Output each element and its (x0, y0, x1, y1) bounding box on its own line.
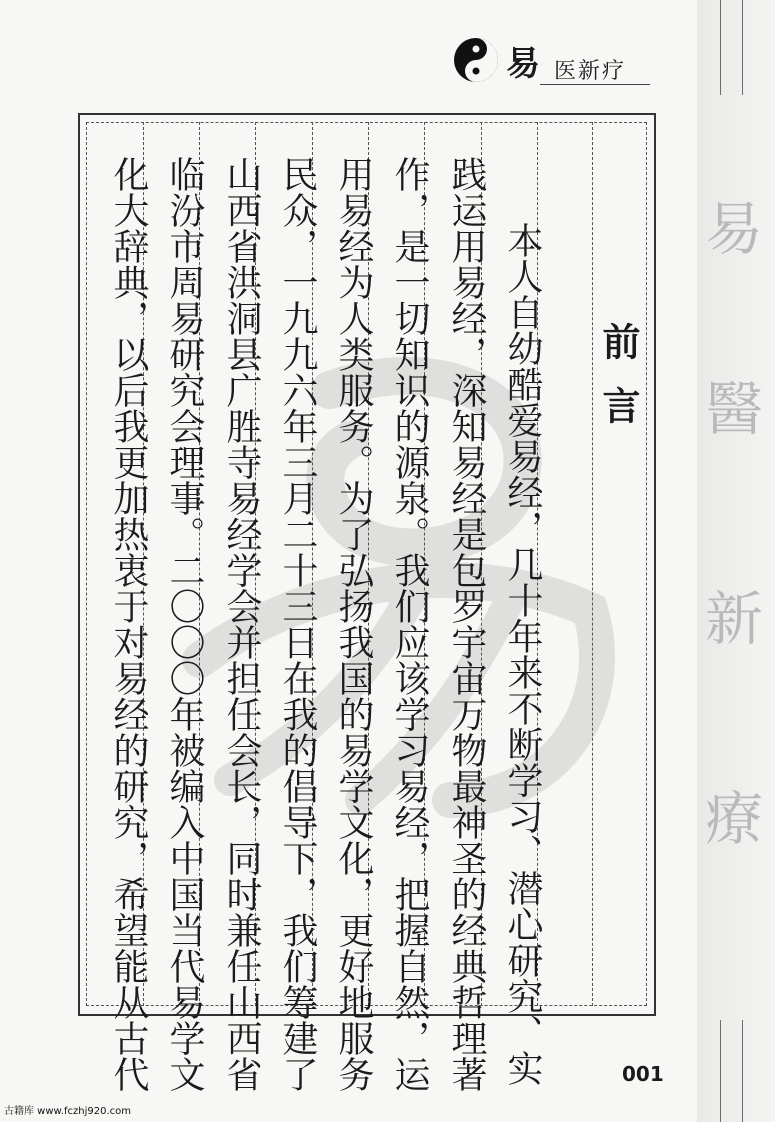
side-char-yi-medicine: 醫 (704, 375, 763, 443)
side-char-liao: 療 (704, 785, 763, 853)
text-column: 山西省洪洞县广胜寺易经学会并担任会长，同时兼任山西省 (221, 156, 262, 1092)
strip-divider (742, 0, 743, 95)
text-column: 民众，一九九六年三月二十三日在我的倡导下，我们筹建了 (277, 156, 318, 1092)
strip-divider (720, 1020, 721, 1122)
strip-divider (720, 0, 721, 95)
header-title-sub: 医新疗 (554, 59, 627, 84)
side-char-xin: 新 (704, 585, 763, 653)
taiji-icon (452, 36, 500, 84)
text-column: 临汾市周易研究会理事。二〇〇〇年被编入中国当代易学文 (164, 156, 205, 1092)
header-title-main: 易 (506, 44, 540, 84)
text-column: 作，是一切知识的源泉。我们应该学习易经，把握自然，运 (389, 156, 430, 1092)
text-column: 用易经为人类服务。为了弘扬我国的易学文化，更好地服务 (333, 156, 374, 1092)
site-watermark: 古籍库 www.fczhj920.com (4, 1106, 131, 1117)
text-column: 本人自幼酷爱易经，几十年来不断学习、潜心研究、实 (502, 222, 543, 1086)
text-column: 化大辞典，以后我更加热衷于对易经的研究，希望能从古代 (108, 156, 149, 1092)
page-number: 001 (622, 1062, 664, 1086)
header-underline (540, 84, 650, 85)
strip-divider (742, 1020, 743, 1122)
side-char-yi: 易 (704, 195, 763, 263)
side-decoration-strip (697, 0, 775, 1122)
page-title: 前言 (596, 322, 640, 450)
text-column: 践运用易经，深知易经是包罗宇宙万物最神圣的经典哲理著 (446, 156, 487, 1092)
